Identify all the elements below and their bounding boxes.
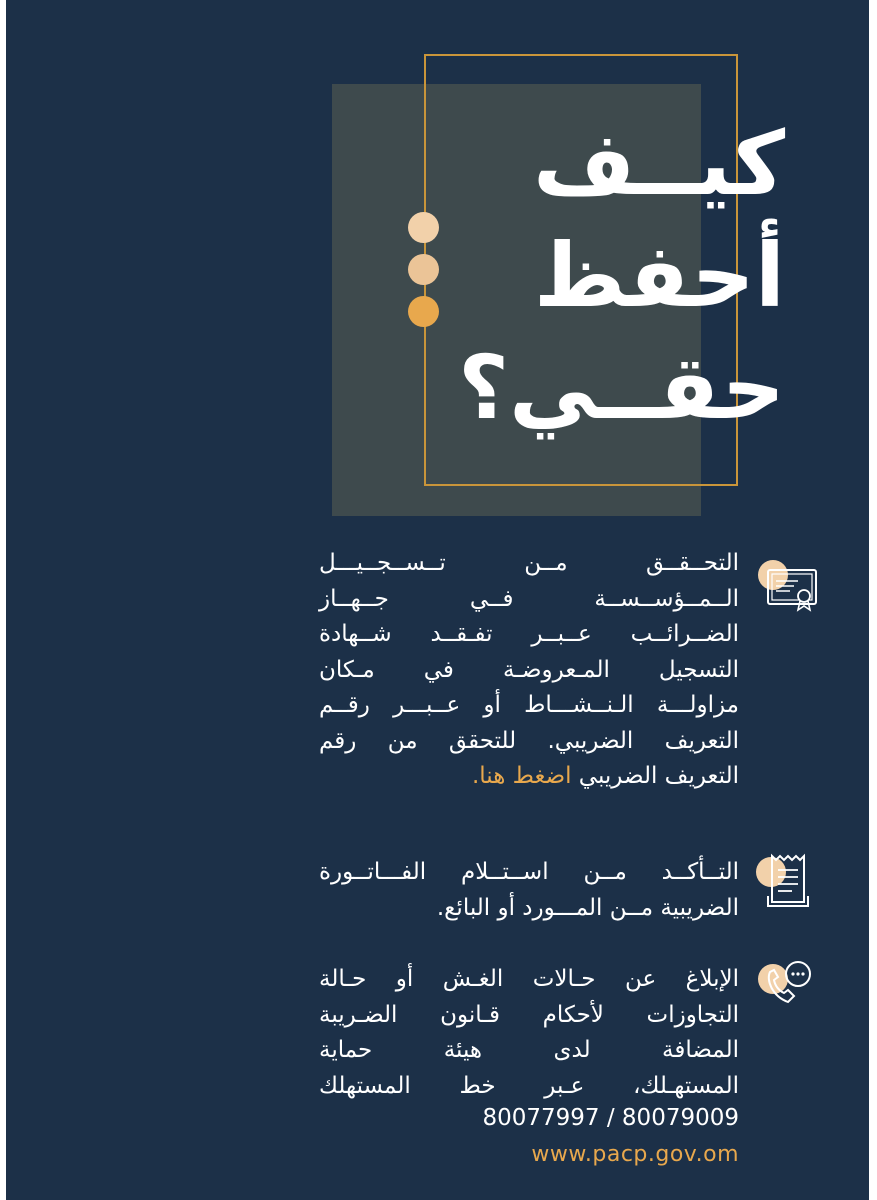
- item-1-line-2: الــمــؤســســة فــي جــهــاز: [319, 585, 739, 612]
- item-2-last-line: [319, 891, 739, 927]
- item-1-line-3: الضــرائــب عــبــر تفـقــد شــهادة: [319, 621, 739, 647]
- item-3-line-4: المستهـلك، عـبر خط المستهلك: [319, 1072, 739, 1099]
- headline-line-2: أحفظ: [533, 224, 785, 327]
- click-here-link[interactable]: اضغط هنا.: [471, 763, 572, 789]
- item-3-text: [319, 962, 739, 1104]
- hotline-numbers[interactable]: 80077997 / 80079009: [482, 1105, 739, 1131]
- item-1-line-7: التعريف الضريبي: [578, 763, 739, 789]
- left-margin: [0, 0, 6, 1200]
- headline-line-3: حقــي؟: [458, 336, 785, 439]
- certificate-icon: [758, 564, 820, 616]
- right-margin: [869, 0, 877, 1200]
- item-1-line-5: مزاولـــة الـنــشـــاط أو عــبـــر رقــم: [319, 692, 739, 718]
- item-1-text: [319, 546, 739, 759]
- item-1-last-line: [319, 759, 739, 795]
- info-item-registration: [319, 546, 739, 795]
- phone-chat-icon: [758, 958, 814, 1010]
- item-1-line-1: التحــقــق مــن تــســجــيـــل: [319, 550, 739, 576]
- receipt-icon: [758, 852, 810, 912]
- headline-line-1: كيــف: [532, 112, 785, 215]
- item-3-line-1: الإبلاغ عن حـالات الغـش أو حـالة: [319, 966, 739, 992]
- item-1-line-4: التسجيل المـعروضـة في مـكان: [319, 656, 739, 683]
- item-3-line-3: المضافة لدى هيئة حماية: [319, 1037, 739, 1063]
- website-link[interactable]: www.pacp.gov.om: [531, 1142, 739, 1167]
- item-1-line-6: التعريف الضريبي. للتحقق من رقم: [319, 727, 739, 754]
- item-2-line-1: التــأكــد مــن اســتــلام الفـــاتــورة: [319, 859, 739, 885]
- info-item-invoice: [319, 855, 739, 926]
- item-2-text: [319, 855, 739, 891]
- item-2-line-2: الضريبية مــن المـــورد أو البائع.: [436, 894, 739, 921]
- poster: [6, 0, 869, 1200]
- headline: [425, 108, 785, 444]
- info-item-report: [319, 962, 739, 1104]
- item-3-line-2: التجاوزات لأحكام قـانون الضـريبة: [319, 1001, 739, 1028]
